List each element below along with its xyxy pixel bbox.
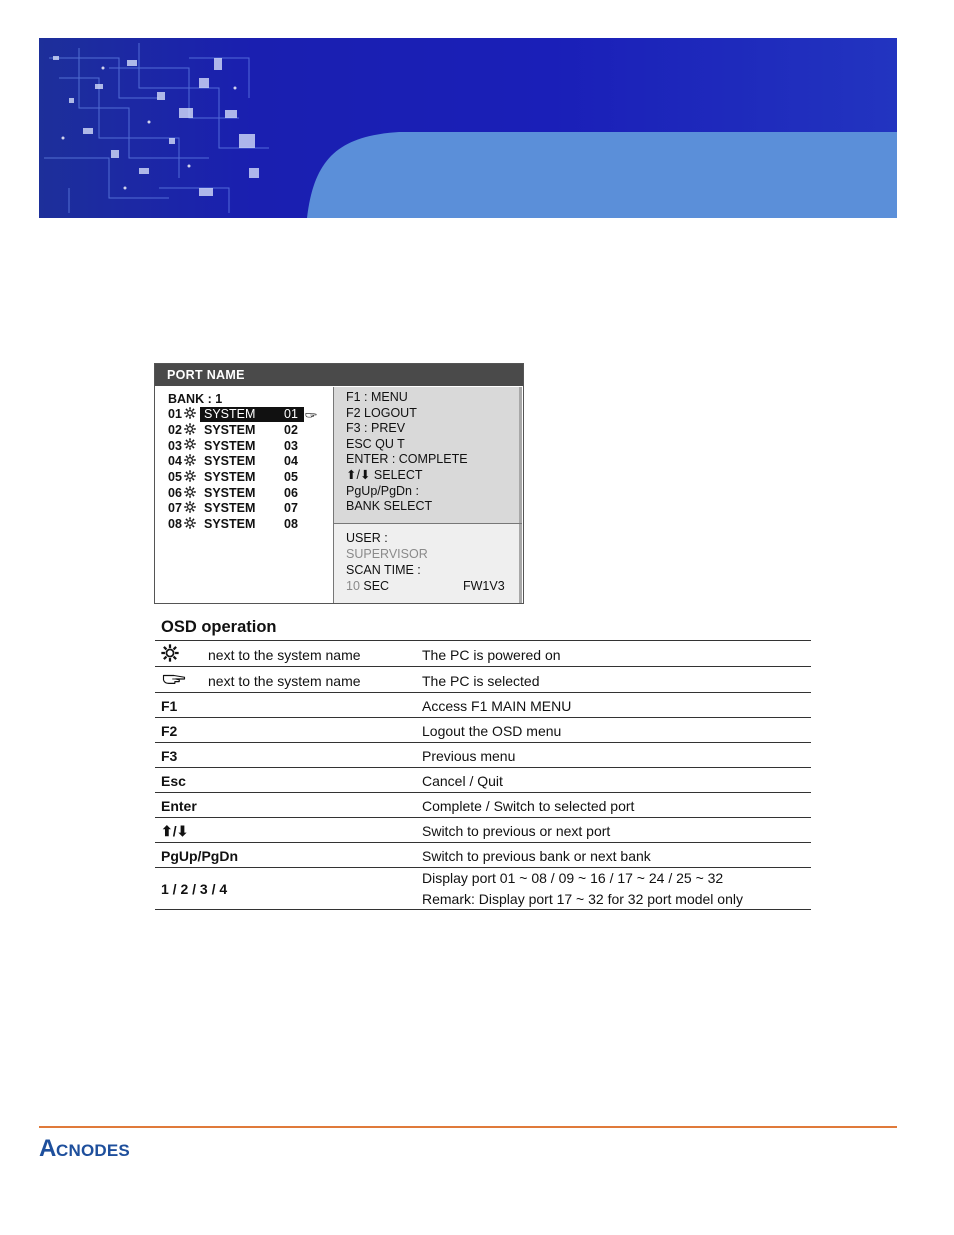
- port-index: 07: [168, 501, 182, 516]
- key-label: Esc: [161, 773, 186, 789]
- scrollbar-lower: [519, 524, 522, 603]
- table-row: [155, 793, 811, 818]
- hotkey-line: F2 LOGOUT: [346, 405, 417, 420]
- port-index: 02: [168, 422, 182, 437]
- hotkey-line: ⬆/⬇ SELECT: [346, 468, 423, 482]
- key-label: F2: [161, 723, 178, 739]
- port-label: [200, 439, 302, 453]
- system-name: SYSTEM: [204, 485, 256, 500]
- hotkey-line: PgUp/PgDn :: [346, 483, 419, 498]
- sun-icon: [184, 517, 200, 533]
- sun-icon: [161, 644, 179, 665]
- hand-pointer-icon: [161, 672, 187, 689]
- key-label: next to the system name: [208, 647, 361, 663]
- port-label: [200, 486, 302, 500]
- key-remark: Remark: Display port 17 ~ 32 for 32 port model only: [422, 891, 743, 907]
- port-label: [200, 501, 302, 515]
- hotkey-line: F3 : PREV: [346, 421, 406, 436]
- osd-status-panel: [333, 524, 522, 603]
- sun-icon: [184, 486, 200, 502]
- key-description: Logout the OSD menu: [422, 723, 562, 739]
- system-name: SYSTEM: [204, 422, 256, 437]
- key-label: F3: [161, 748, 178, 764]
- firmware-version: FW1V3: [463, 579, 505, 593]
- key-description: Switch to previous or next port: [422, 823, 611, 839]
- key-description: Cancel / Quit: [422, 773, 503, 789]
- key-description: Previous menu: [422, 748, 516, 764]
- table-row: [155, 693, 811, 718]
- osd-title: PORT NAME: [155, 364, 523, 386]
- table-row: [155, 843, 811, 868]
- scan-time-label: SCAN TIME :: [346, 563, 421, 577]
- sun-icon: [184, 454, 200, 470]
- footer-rule: [39, 1126, 897, 1128]
- header-banner: [39, 38, 897, 218]
- port-row: [168, 470, 302, 485]
- key-description: Access F1 MAIN MENU: [422, 698, 572, 714]
- system-name: SYSTEM: [204, 454, 256, 469]
- hotkey-line: F1 : MENU: [346, 390, 408, 404]
- table-row: [155, 718, 811, 743]
- hotkey-line: BANK SELECT: [346, 499, 433, 514]
- port-index: 01: [168, 407, 182, 422]
- port-list: [155, 387, 333, 603]
- scan-time-value: [346, 579, 389, 594]
- key-label: PgUp/PgDn: [161, 848, 238, 864]
- port-index: 03: [168, 438, 182, 453]
- key-description: Display port 01 ~ 08 / 09 ~ 16 / 17 ~ 24 / 25 ~ 32: [422, 870, 724, 886]
- port-row: [168, 438, 302, 453]
- svg-text:A: A: [39, 1135, 56, 1160]
- port-label: [200, 407, 304, 422]
- hotkey-line: ENTER : COMPLETE: [346, 452, 468, 467]
- port-index: 08: [168, 517, 182, 532]
- osd-operation-table: [155, 640, 811, 910]
- port-number: 08: [284, 517, 298, 532]
- key-label: ⬆/⬇: [161, 823, 189, 839]
- table-row: [155, 743, 811, 768]
- bank-label: BANK : 1: [168, 392, 223, 406]
- osd-screen: [154, 363, 524, 604]
- svg-text:CNODES: CNODES: [56, 1141, 130, 1160]
- port-number: 06: [284, 485, 298, 500]
- key-label: F1: [161, 698, 178, 714]
- user-value: SUPERVISOR: [346, 547, 428, 561]
- acnodes-logo: [39, 1134, 199, 1165]
- system-name: SYSTEM: [204, 407, 256, 422]
- port-label: [200, 470, 302, 484]
- scan-time-unit: SEC: [359, 579, 390, 593]
- system-name: SYSTEM: [204, 501, 256, 516]
- table-row: [155, 868, 811, 910]
- osd-hotkey-panel: [333, 387, 522, 524]
- table-row: [155, 818, 811, 843]
- sun-icon: [184, 438, 200, 454]
- sun-icon: [184, 407, 200, 423]
- system-name: SYSTEM: [204, 470, 256, 485]
- port-number: 02: [284, 422, 298, 437]
- port-number: 03: [284, 438, 298, 453]
- section-title: OSD operation: [161, 618, 277, 636]
- port-label: [200, 517, 302, 531]
- scrollbar: [519, 387, 522, 523]
- port-index: 06: [168, 485, 182, 500]
- port-index: 05: [168, 470, 182, 485]
- sun-icon: [184, 501, 200, 517]
- key-description: Switch to previous bank or next bank: [422, 848, 651, 864]
- key-description: The PC is selected: [422, 673, 540, 689]
- port-number: 07: [284, 501, 298, 516]
- logo-wordmark: [39, 1134, 199, 1160]
- circuit-board-banner-graphic: [39, 38, 897, 218]
- table-row: [155, 768, 811, 793]
- system-name: SYSTEM: [204, 438, 256, 453]
- port-row: [168, 454, 302, 469]
- key-label: Enter: [161, 798, 197, 814]
- user-label: USER :: [346, 531, 388, 545]
- hand-pointer-icon: [305, 408, 317, 423]
- port-number: 04: [284, 454, 298, 469]
- port-row: [168, 423, 302, 438]
- table-row: [155, 641, 811, 667]
- port-row: [168, 407, 317, 422]
- key-description: The PC is powered on: [422, 647, 561, 663]
- port-number: 01: [284, 407, 298, 422]
- port-number: 05: [284, 470, 298, 485]
- key-description: Complete / Switch to selected port: [422, 798, 635, 814]
- scan-time-number: 10: [346, 579, 360, 593]
- sun-icon: [184, 423, 200, 439]
- port-row: [168, 517, 302, 532]
- table-row: [155, 667, 811, 693]
- hotkey-line: ESC QU T: [346, 436, 405, 451]
- sun-icon: [184, 470, 200, 486]
- port-row: [168, 501, 302, 516]
- port-label: [200, 454, 302, 468]
- port-label: [200, 423, 302, 437]
- key-label: 1 / 2 / 3 / 4: [161, 881, 228, 897]
- port-index: 04: [168, 454, 182, 469]
- key-label: next to the system name: [208, 673, 361, 689]
- system-name: SYSTEM: [204, 517, 256, 532]
- port-row: [168, 486, 302, 501]
